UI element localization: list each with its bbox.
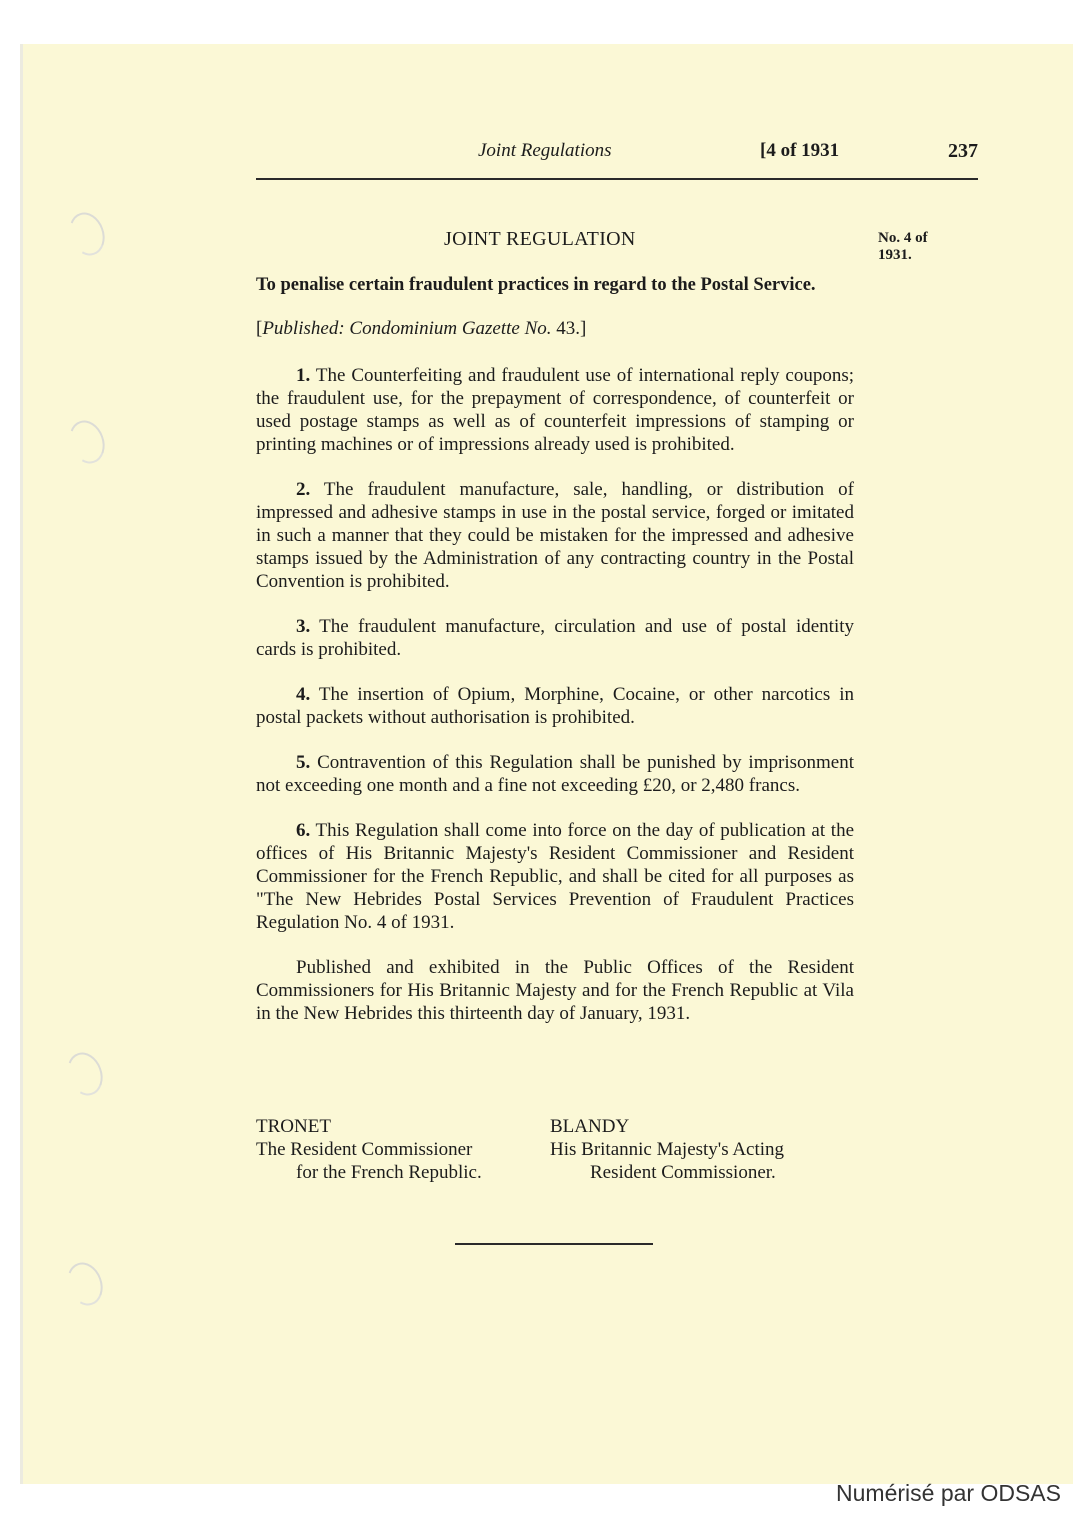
section-5 [256,751,854,797]
signatory-name: TRONET [256,1116,331,1137]
regulation-body [256,364,854,1047]
section-3 [256,615,854,661]
section-4 [256,683,854,729]
publication-open-bracket: [ [256,318,263,339]
section-text: The fraudulent manufacture, circulation and use of postal identity cards is prohibited. [256,616,854,660]
regulation-subtitle: To penalise certain fraudulent practices in regard to the Postal Service. [256,275,816,295]
section-6 [256,819,854,934]
signatory-title-line-2: Resident Commissioner. [590,1162,776,1183]
section-number: 1. [296,365,311,386]
page-number: 237 [948,140,978,162]
signatory-british [550,1115,784,1184]
margin-note-line-1: No. 4 of [878,230,928,246]
section-number: 5. [296,752,311,773]
margin-note [878,230,958,264]
signatory-title-line-2: for the French Republic. [296,1162,482,1183]
regulation-heading: JOINT REGULATION [444,228,636,250]
signatory-title-line-1: His Britannic Majesty's Acting [550,1139,785,1160]
section-text: The Counterfeiting and fraudulent use of international reply coupons; the fraudulent use, for the prepayment of correspondence, of counterfeit or used postage stamps as well as of counterfeit impressions of stamping or printing machines or of impressions already used is prohibited. [256,365,854,455]
section-text: The insertion of Opium, Morphine, Cocaine, or other narcotics in postal packets without authorisation is prohibited. [256,684,854,728]
publication-gazette-number: 43.] [551,318,587,339]
running-header-title: Joint Regulations [478,140,612,161]
section-text: Contravention of this Regulation shall be punished by imprisonment not exceeding one month and a fine not exceeding £20, or 2,480 francs. [256,752,854,796]
signatory-french [256,1115,482,1184]
section-text: This Regulation shall come into force on the day of publication at the offices of His Britannic Majesty's Resident Commissioner and Resident Commissioner for the French Republic, and shall be cited for all purposes as "The New Hebrides Postal Services Prevention of Fraudulent Practices Regulation No. 4 of 1931. [256,820,854,933]
publication-notice: Published and exhibited in the Public Offices of the Resident Commissioners for His Britannic Majesty and for the French Republic at Vila in the New Hebrides this thirteenth day of January, 1931. [256,957,854,1024]
section-1 [256,364,854,456]
signatory-name: BLANDY [550,1116,630,1137]
publication-gazette-name: Published: Condominium Gazette No. [262,318,552,339]
section-number: 2. [296,479,311,500]
header-rule [256,178,978,180]
section-number: 3. [296,616,311,637]
section-text: The fraudulent manufacture, sale, handling, or distribution of impressed and adhesive stamps in use in the postal service, forged or imitated in such a manner that they could be mistaken for the impressed and adhesive stamps issued by the Administration of any contracting country in the Postal Convention is prohibited. [256,479,854,592]
margin-note-line-2: 1931. [878,247,912,263]
section-2 [256,478,854,593]
section-number: 4. [296,684,311,705]
section-number: 6. [296,820,311,841]
publication-reference [256,318,586,340]
running-header-act-ref: [4 of 1931 [760,140,840,161]
end-rule [455,1243,653,1245]
signatory-title-line-1: The Resident Commissioner [256,1139,473,1160]
digitization-credit: Numérisé par ODSAS [836,1480,1061,1506]
